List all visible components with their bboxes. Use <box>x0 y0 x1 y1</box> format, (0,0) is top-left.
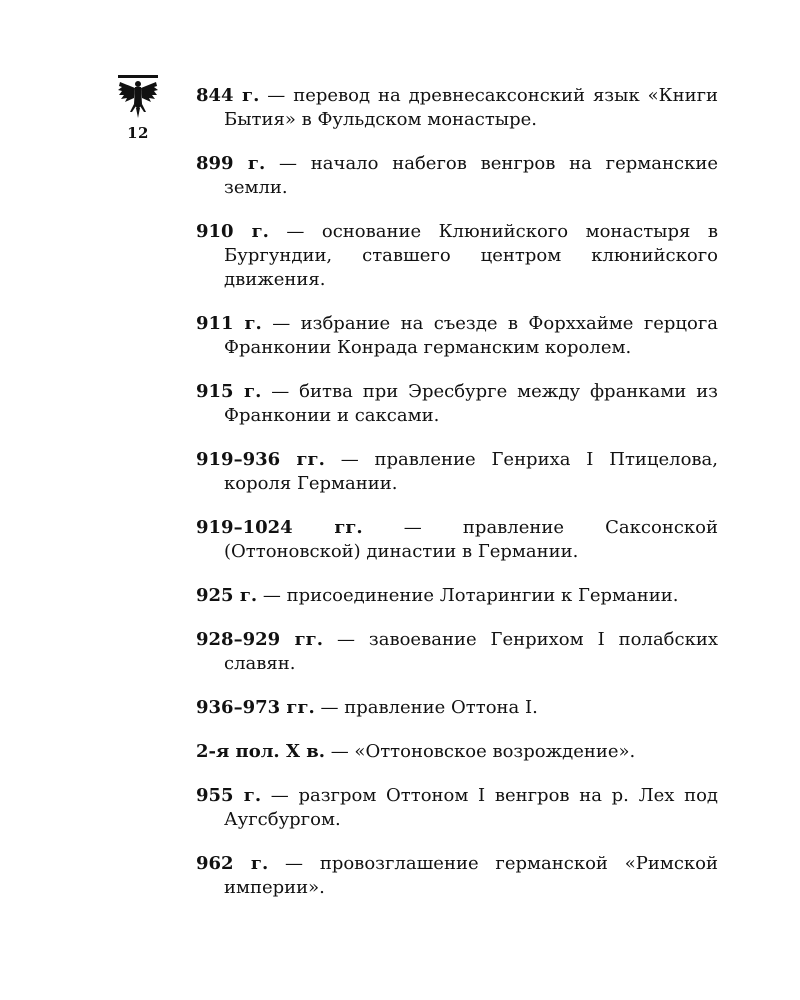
chronology-entry <box>196 740 718 764</box>
entry-text: — разгром Оттоном I венгров на р. Лех под Аугсбургом. <box>224 785 719 830</box>
entry-text: — «Оттоновское возрождение». <box>324 741 636 762</box>
chronology-entry <box>196 516 718 564</box>
entry-text: — начало набегов венгров на германские земли. <box>224 153 718 198</box>
chronology-entry <box>196 152 718 200</box>
entry-date: 928–929 гг. <box>196 629 323 650</box>
entry-text: — перевод на древнесаксонский язык «Книги Бытия» в Фульдском монастыре. <box>224 85 718 130</box>
entry-date: 955 г. <box>196 785 262 806</box>
entry-date: 919–936 гг. <box>196 449 325 470</box>
entry-date: 899 г. <box>196 153 266 174</box>
eagle-emblem-icon <box>116 74 160 120</box>
chronology-entry <box>196 852 718 900</box>
chronology-entry <box>196 84 718 132</box>
chronology-entry <box>196 696 718 720</box>
entry-date: 915 г. <box>196 381 262 402</box>
entry-text: — правление Генриха I Птицелова, короля Германии. <box>224 449 718 494</box>
entry-date: 910 г. <box>196 221 269 242</box>
chronology-entry <box>196 784 718 832</box>
entry-date: 911 г. <box>196 313 262 334</box>
entry-date: 936–973 гг. <box>196 697 315 718</box>
chronology-entry <box>196 628 718 676</box>
entry-date: 919–1024 гг. <box>196 517 363 538</box>
chronology-entry <box>196 584 718 608</box>
entry-date: 925 г. <box>196 585 258 606</box>
chronology-entry <box>196 220 718 292</box>
entry-text: — завоевание Генрихом I полабских славян. <box>224 629 718 674</box>
page-number: 12 <box>127 124 149 142</box>
entry-text: — избрание на съезде в Форххайме герцога Франконии Конрада германским королем. <box>224 313 718 358</box>
entry-date: 2-я пол. X в. <box>196 741 325 762</box>
entry-date: 962 г. <box>196 853 269 874</box>
entry-text: — правление Оттона I. <box>314 697 538 718</box>
entry-text: — правление Саксонской (Оттоновской) династии в Германии. <box>224 517 718 562</box>
entry-text: — основание Клюнийского монастыря в Бургундии, ставшего центром клюнийского движения. <box>224 221 718 290</box>
chronology-entry <box>196 312 718 360</box>
entry-text: — присоединение Лотарингии к Германии. <box>257 585 679 606</box>
entry-text: — провозглашение германской «Римской империи». <box>224 853 718 898</box>
chronology-entry <box>196 448 718 496</box>
chronology-list <box>196 84 718 900</box>
chronology-entry <box>196 380 718 428</box>
entry-text: — битва при Эресбурге между франками из Франконии и саксами. <box>224 381 719 426</box>
entry-date: 844 г. <box>196 85 260 106</box>
